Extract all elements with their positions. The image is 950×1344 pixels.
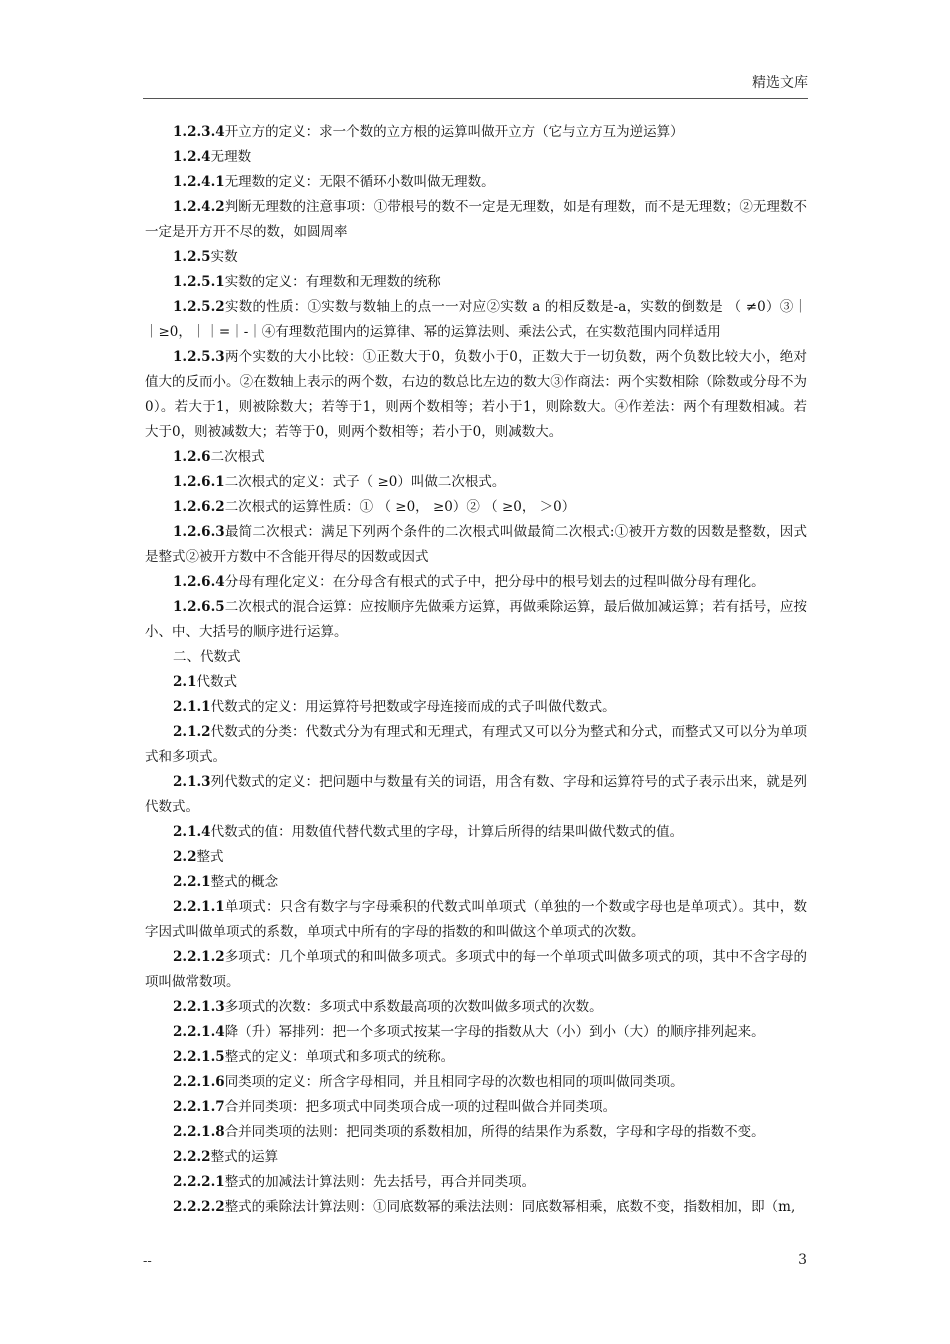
paragraph-text: 两个实数的大小比较：①正数大于0，负数小于0，正数大于一切负数，两个负数比较大小，绝对值大的反而小。②在数轴上表示的两个数，右边的数总比左边的数大③作商法：两个实数相除（除数或分母不为0）。若大于1，则被除数大；若等于1，则两个数相等；若小于1，则除数大。④作差法：两个有理数相减。若大于0，则被减数大；若等于0，则两个数相等；若小于0，则减数大。 — [145, 349, 807, 440]
paragraph — [145, 1020, 807, 1045]
paragraph-text: 多项式的次数：多项式中系数最高项的次数叫做多项式的次数。 — [224, 999, 603, 1015]
section-number: 1.2.3.4 — [173, 124, 225, 140]
paragraph-text: 代数式的值：用数值代替代数式里的字母，计算后所得的结果叫做代数式的值。 — [210, 824, 684, 840]
paragraph — [145, 870, 807, 895]
paragraph — [145, 595, 807, 645]
section-number: 1.2.4 — [173, 149, 211, 165]
paragraph — [145, 120, 807, 145]
section-number: 2.2.1.5 — [173, 1049, 225, 1065]
section-number: 1.2.6.2 — [173, 499, 225, 515]
paragraph-text: 实数 — [210, 249, 238, 265]
paragraph — [145, 520, 807, 570]
paragraph — [145, 895, 807, 945]
footer-marker: -- — [143, 1254, 152, 1269]
page-number: 3 — [798, 1252, 807, 1268]
paragraph-text: 合并同类项：把多项式中同类项合成一项的过程叫做合并同类项。 — [224, 1099, 617, 1115]
paragraph-text: 代数式的定义：用运算符号把数或字母连接而成的式子叫做代数式。 — [210, 699, 616, 715]
section-number: 1.2.6.3 — [173, 524, 225, 540]
paragraph-text: 分母有理化定义：在分母含有根式的式子中，把分母中的根号划去的过程叫做分母有理化。 — [224, 574, 765, 590]
section-number: 2.2.1 — [173, 874, 211, 890]
section-number: 2.1.2 — [173, 724, 211, 740]
section-number: 1.2.4.1 — [173, 174, 225, 190]
section-number: 1.2.5.1 — [173, 274, 225, 290]
section-number: 1.2.6 — [173, 449, 211, 465]
section-number: 2.1.1 — [173, 699, 211, 715]
section-number: 1.2.5.2 — [173, 299, 225, 315]
section-number: 1.2.5.3 — [173, 349, 225, 365]
section-number: 2.1.3 — [173, 774, 211, 790]
paragraph — [145, 720, 807, 770]
section-number: 2.2 — [173, 849, 197, 865]
paragraph-text: 代数式 — [196, 674, 237, 690]
paragraph — [145, 195, 807, 245]
document-body — [145, 120, 807, 1220]
section-number: 2.1 — [173, 674, 197, 690]
paragraph-text: 二次根式的定义：式子（ ≥0）叫做二次根式。 — [224, 474, 506, 490]
paragraph — [145, 1170, 807, 1195]
paragraph — [145, 995, 807, 1020]
paragraph — [145, 445, 807, 470]
paragraph-text: 整式的乘除法计算法则：①同底数幂的乘法法则：同底数幂相乘，底数不变，指数相加，即（m, — [224, 1199, 796, 1215]
paragraph — [145, 145, 807, 170]
paragraph-text: 最简二次根式：满足下列两个条件的二次根式叫做最简二次根式:①被开方数的因数是整数，因式是整式②被开方数中不含能开得尽的因数或因式 — [145, 524, 807, 565]
section-number: 2.2.1.3 — [173, 999, 225, 1015]
paragraph-text: 整式的定义：单项式和多项式的统称。 — [224, 1049, 455, 1065]
section-number: 2.2.1.2 — [173, 949, 225, 965]
paragraph — [145, 295, 807, 345]
section-number: 2.2.1.1 — [173, 899, 225, 915]
paragraph — [145, 270, 807, 295]
paragraph-text: 实数的定义：有理数和无理数的统称 — [224, 274, 441, 290]
section-number: 1.2.4.2 — [173, 199, 225, 215]
paragraph-text: 列代数式的定义：把问题中与数量有关的词语，用含有数、字母和运算符号的式子表示出来，就是列代数式。 — [145, 774, 807, 815]
paragraph — [145, 245, 807, 270]
paragraph-text: 无理数的定义：无限不循环小数叫做无理数。 — [224, 174, 495, 190]
section-number: 2.2.1.8 — [173, 1124, 225, 1140]
paragraph — [145, 670, 807, 695]
paragraph — [145, 1195, 807, 1220]
section-number: 2.2.1.7 — [173, 1099, 225, 1115]
paragraph-text: 整式 — [196, 849, 224, 865]
paragraph-text: 整式的加减法计算法则：先去括号，再合并同类项。 — [224, 1174, 536, 1190]
page-header-label: 精选文库 — [752, 75, 808, 91]
paragraph — [145, 470, 807, 495]
section-number: 2.2.1.4 — [173, 1024, 225, 1040]
paragraph-text: 二次根式的混合运算：应按顺序先做乘方运算，再做乘除运算，最后做加减运算；若有括号，应按小、中、大括号的顺序进行运算。 — [145, 599, 807, 640]
paragraph — [145, 820, 807, 845]
paragraph-text: 整式的概念 — [210, 874, 279, 890]
section-number: 2.2.1.6 — [173, 1074, 225, 1090]
paragraph-text: 判断无理数的注意事项：①带根号的数不一定是无理数，如是有理数，而不是无理数；②无理数不一定是开方开不尽的数，如圆周率 — [145, 199, 807, 240]
paragraph — [145, 770, 807, 820]
paragraph — [145, 1070, 807, 1095]
paragraph — [145, 1095, 807, 1120]
section-number: 2.2.2.1 — [173, 1174, 225, 1190]
paragraph — [145, 170, 807, 195]
paragraph-text: 二次根式的运算性质：① （ ≥0， ≥0）② （ ≥0， ＞0） — [224, 499, 576, 515]
paragraph-text: 整式的运算 — [210, 1149, 279, 1165]
section-number: 2.2.2.2 — [173, 1199, 225, 1215]
paragraph — [145, 1045, 807, 1070]
section-number: 1.2.6.5 — [173, 599, 225, 615]
paragraph-text: 代数式的分类：代数式分为有理式和无理式，有理式又可以分为整式和分式，而整式又可以分为单项式和多项式。 — [145, 724, 807, 765]
paragraph — [145, 570, 807, 595]
paragraph — [145, 345, 807, 445]
paragraph-text: 二、代数式 — [173, 649, 241, 665]
paragraph — [145, 695, 807, 720]
section-number: 1.2.6.4 — [173, 574, 225, 590]
section-number: 1.2.6.1 — [173, 474, 225, 490]
paragraph — [145, 1145, 807, 1170]
paragraph-text: 多项式：几个单项式的和叫做多项式。多项式中的每一个单项式叫做多项式的项，其中不含字母的项叫做常数项。 — [145, 949, 807, 990]
section-number: 1.2.5 — [173, 249, 211, 265]
section-number: 2.1.4 — [173, 824, 211, 840]
section-number: 2.2.2 — [173, 1149, 211, 1165]
paragraph-text: 单项式：只含有数字与字母乘积的代数式叫单项式（单独的一个数或字母也是单项式）。其中，数字因式叫做单项式的系数，单项式中所有的字母的指数的和叫做这个单项式的次数。 — [145, 899, 807, 940]
header-rule — [143, 98, 808, 99]
paragraph — [145, 1120, 807, 1145]
paragraph-text: 无理数 — [210, 149, 252, 165]
paragraph — [145, 945, 807, 995]
paragraph-text: 二次根式 — [210, 449, 265, 465]
paragraph-text: 开立方的定义：求一个数的立方根的运算叫做开立方（它与立方互为逆运算） — [224, 124, 684, 140]
paragraph-text: 降（升）幂排列：把一个多项式按某一字母的指数从大（小）到小（大）的顺序排列起来。 — [224, 1024, 765, 1040]
paragraph-text: 同类项的定义：所含字母相同，并且相同字母的次数也相同的项叫做同类项。 — [224, 1074, 684, 1090]
paragraph — [145, 845, 807, 870]
paragraph-text: 实数的性质：①实数与数轴上的点一一对应②实数 a 的相反数是-a，实数的倒数是 （ ≠0）③｜｜≥0，｜｜=｜-｜④有理数范围内的运算律、幂的运算法则、乘法公式，在实数范围内同样适用 — [145, 299, 807, 340]
paragraph — [145, 645, 807, 670]
paragraph — [145, 495, 807, 520]
paragraph-text: 合并同类项的法则：把同类项的系数相加，所得的结果作为系数，字母和字母的指数不变。 — [224, 1124, 765, 1140]
